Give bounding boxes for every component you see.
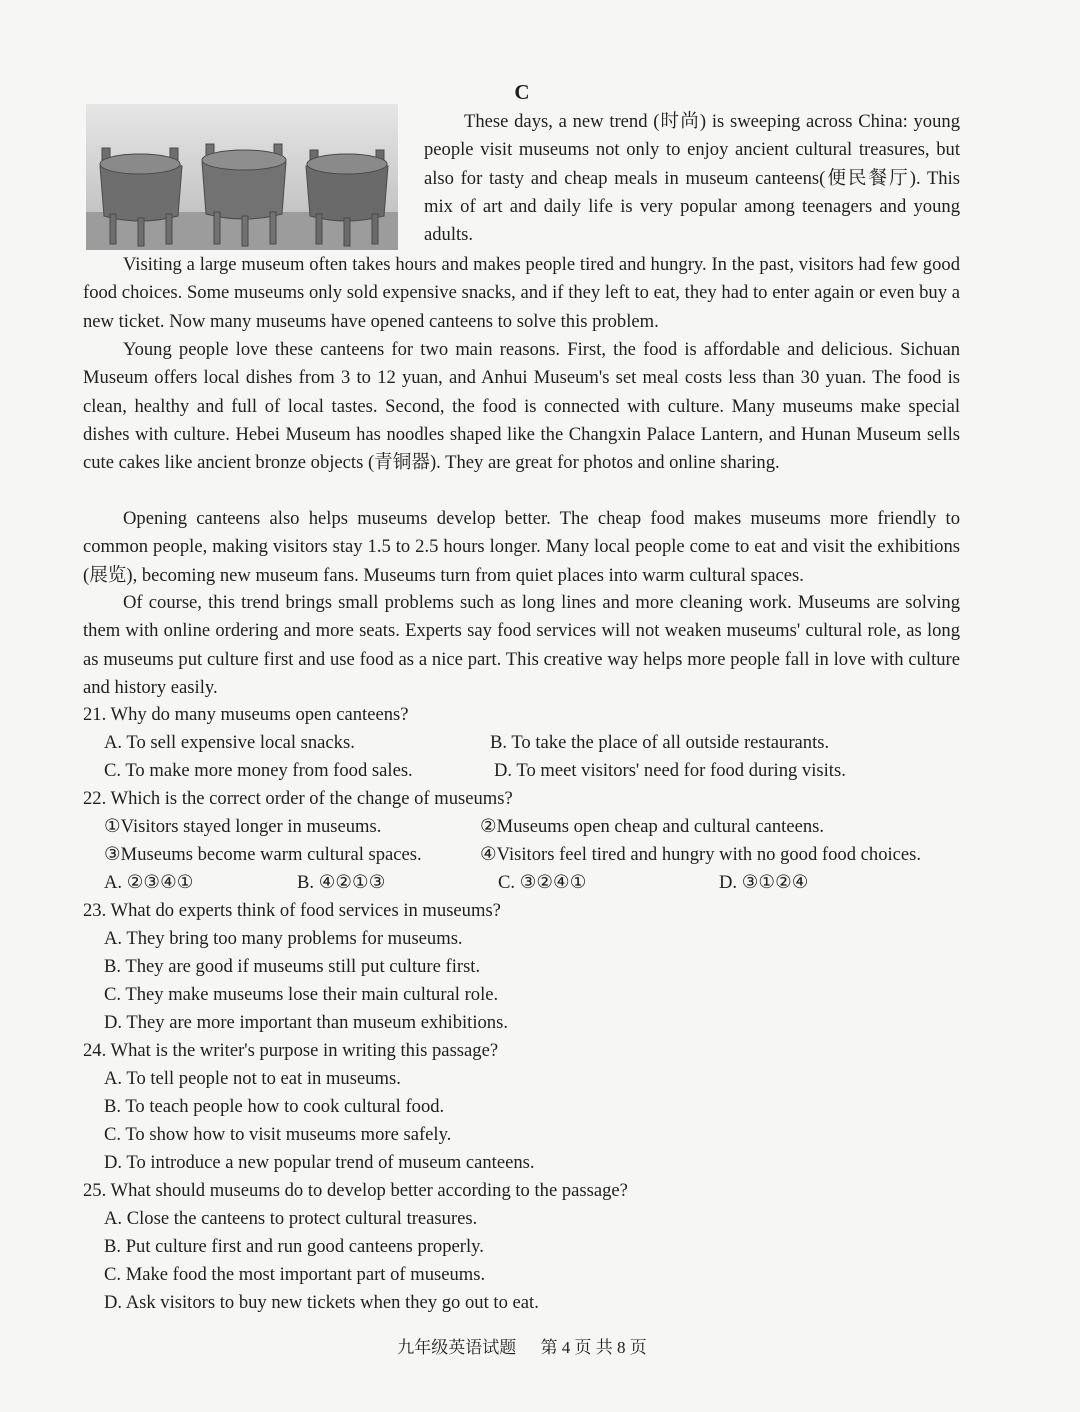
question-22-option-c: C. ③②④①: [498, 872, 587, 893]
footer-subject: 九年级英语试题: [397, 1338, 517, 1357]
question-22-statement-3: ③Museums become warm cultural spaces.: [104, 844, 422, 865]
question-23-option-c: C. They make museums lose their main cultural role.: [104, 984, 499, 1005]
question-25-option-c: C. Make food the most important part of museums.: [104, 1264, 486, 1285]
footer-page-number: 第 4 页 共 8 页: [540, 1338, 647, 1357]
question-21-option-b: B. To take the place of all outside restaurants.: [490, 732, 830, 753]
passage-intro: These days, a new trend (时尚) is sweeping across China: young people visit museums not only to enjoy ancient cultural treasures, but also for tasty and cheap meals in museum canteens(便民餐厅). This mix of art and daily life is very popular among teenagers and young adults.: [424, 111, 960, 246]
question-22-option-d: D. ③①②④: [719, 872, 809, 893]
question-25-stem: 25. What should museums do to develop better according to the passage?: [83, 1180, 628, 1201]
question-23-stem: 23. What do experts think of food services in museums?: [83, 900, 501, 921]
question-24-option-a: A. To tell people not to eat in museums.: [104, 1068, 401, 1089]
question-25-option-d: D. Ask visitors to buy new tickets when they go out to eat.: [104, 1292, 539, 1313]
question-24-stem: 24. What is the writer's purpose in writing this passage?: [83, 1040, 499, 1061]
question-24-option-c: C. To show how to visit museums more safely.: [104, 1124, 452, 1145]
question-23-option-a: A. They bring too many problems for museums.: [104, 928, 463, 949]
question-22-option-b: B. ④②①③: [297, 872, 386, 893]
passage-paragraph-2: Visiting a large museum often takes hours and makes people tired and hungry. In the past, visitors had few good food choices. Some museums only sold expensive snacks, and if they left to eat, they had to enter again or even buy a new ticket. Now many museums have opened canteens to solve this problem.: [83, 254, 960, 332]
question-22-option-a: A. ②③④①: [104, 872, 194, 893]
passage-paragraph-4: Opening canteens also helps museums develop better. The cheap food makes museums more friendly to common people, making visitors stay 1.5 to 2.5 hours longer. Many local people come to eat and visit the exhibitions (展览), becoming new museum fans. Museums turn from quiet places into warm cultural spaces.: [83, 508, 960, 586]
question-21-option-c: C. To make more money from food sales.: [104, 760, 413, 781]
question-24-option-b: B. To teach people how to cook cultural food.: [104, 1096, 445, 1117]
section-heading: C: [514, 80, 530, 104]
question-23-option-b: B. They are good if museums still put culture first.: [104, 956, 481, 977]
question-21-option-a: A. To sell expensive local snacks.: [104, 732, 355, 753]
page-footer: [0, 1333, 1044, 1358]
bronze-vessels-photo: [86, 104, 398, 250]
question-21-stem: 21. Why do many museums open canteens?: [83, 704, 409, 725]
question-22-stem: 22. Which is the correct order of the change of museums?: [83, 788, 513, 809]
question-25-option-b: B. Put culture first and run good canteens properly.: [104, 1236, 484, 1257]
question-22-statement-4: ④Visitors feel tired and hungry with no good food choices.: [480, 844, 922, 865]
question-21-option-d: D. To meet visitors' need for food during visits.: [494, 760, 846, 781]
question-22-statement-2: ②Museums open cheap and cultural canteens.: [480, 816, 825, 837]
passage-paragraph-5: Of course, this trend brings small problems such as long lines and more cleaning work. Museums are solving them with online ordering and more seats. Experts say food services will not weaken museums' cultural role, as long as museums put culture first and use food as a nice part. This creative way helps more people fall in love with culture and history easily.: [83, 592, 960, 698]
question-23-option-d: D. They are more important than museum exhibitions.: [104, 1012, 508, 1033]
passage-paragraph-3: Young people love these canteens for two main reasons. First, the food is affordable and delicious. Sichuan Museum offers local dishes from 3 to 12 yuan, and Anhui Museum's set meal costs less than 30 yuan. The food is clean, healthy and full of local tastes. Second, the food is connected with culture. Many museums make special dishes with culture. Hebei Museum has noodles shaped like the Changxin Palace Lantern, and Hunan Museum sells cute cakes like ancient bronze objects (青铜器). They are great for photos and online sharing.: [83, 339, 960, 474]
question-24-option-d: D. To introduce a new popular trend of museum canteens.: [104, 1152, 535, 1173]
question-25-option-a: A. Close the canteens to protect cultural treasures.: [104, 1208, 478, 1229]
question-22-statement-1: ①Visitors stayed longer in museums.: [104, 816, 382, 837]
